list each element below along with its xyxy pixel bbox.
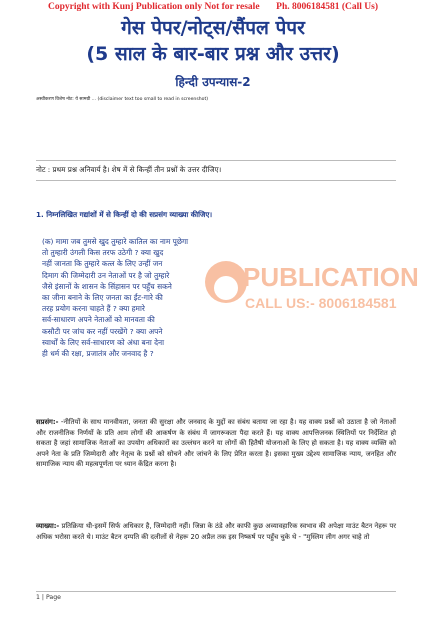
- instruction-note: नोट : प्रथम प्रश्न अनिवार्य है। शेष में से किन्हीं तीन प्रश्नों के उत्तर दीजिए।: [36, 165, 222, 174]
- title-line-1: गेस पेपर/नोट्स/सैंपल पेपर: [121, 17, 305, 39]
- copyright-banner: [0, 2, 426, 12]
- passage-line: जैसे इंसानों के शासन के सिंहासन पर पहुँच सकने: [42, 281, 172, 291]
- explanation-text: प्रतिक्रिया थी-इसमें सिर्फ अधिकार है, जिम्मेदारी नहीं। जिन्ना के ठंडे और काफी कुछ अव्यावहारिक स्वभाव की अपेक्षा माउंट बैटन नेहरू पर अधिक भरोसा करते थे। माउंट बैटन दम्पति की दलीलों से नेहरू 20 अप्रैल तक इस निष्कर्ष पर पहुँच चुके थे - "मुस्लिम लीग अगर चाहे तो: [36, 522, 396, 541]
- passage-line: (क) मामा जब तुमसे खुद तुम्हारे कातिल का नाम पूछेगा: [42, 237, 189, 246]
- passage-line: सर्व-साधारण अपने नेताओं को मानवता की: [42, 315, 155, 325]
- passage-line: कसौटी पर जांच कर नहीं परखेंगे ? क्या अपने: [42, 326, 163, 336]
- divider: [36, 160, 396, 161]
- divider: [36, 180, 396, 181]
- passage-line: ही धर्म की रक्षा, प्रजातंत्र और जनवाद है ?: [42, 349, 154, 359]
- passage-line: तरह प्रयोग करना चाहते हैं ? क्या हमारे: [42, 304, 145, 314]
- passage-line: स्वार्थों के लिए सर्व-साधारण को अंधा बना देना: [42, 337, 165, 347]
- watermark-call: CALL US:- 8006184581: [245, 295, 397, 311]
- page-number: 1: [36, 594, 40, 601]
- passage-line: तो तुम्हारी उंगली किस तरफ उठेगी ? क्या खुद: [42, 248, 164, 258]
- passage-line: का जीना बनाने के लिए जनता का ईंट-गारे की: [42, 293, 163, 303]
- passage-line: नहीं जानता कि तुम्हारे कत्ल के लिए उन्हीं जन: [42, 259, 163, 269]
- context-text: -नीतियों के साथ मानवीयता, जनता की सुरक्षा और जनवाद के मुद्दों का संबंध बताया जा रहा है। यह वाक्य प्रश्नों को उठाता है जो नेताओं और राजनीतिक निर्णयों के प्रति आम लोगों की आकर्षण के संबंध में जागरूकता पैदा करते हैं। यह वाक्य आपत्तिजनक स्थितियों पर निर्देशित हो सकता है जहां सामाजिक नेताओं का उपयोग अधिकारों का उल्लंघन करने या लोगों की हितैषी योजनाओं के लिए हो सकता है। यह वाक्य व्यक्ति को अपने नेता के प्रति जिम्मेदारी और नेतृत्व के प्रश्नों को सोचने और जांचने के लिए प्रेरित करता है। इसका मुख्य उद्देश्य सामाजिक न्याय, जनहित और सामाजिक न्याय की महत्वपूर्णता पर ध्यान केंद्रित करना है।: [36, 418, 396, 469]
- question-heading: 1. निम्नलिखित गद्यांशों में से किन्हीं दो की सप्रसंग व्याख्या कीजिए।: [36, 210, 213, 219]
- context-paragraph: [36, 417, 396, 470]
- passage-block: [42, 236, 292, 359]
- passage-line: दिमाग की जिम्मेदारी उन नेताओं पर है जो तुम्हारे: [42, 270, 170, 280]
- copyright-text: Copyright with Kunj Publication only Not for resale: [47, 2, 260, 12]
- page-label: Page: [45, 594, 61, 601]
- page-footer: 1 | Page: [36, 591, 396, 601]
- explanation-paragraph: [36, 521, 396, 542]
- phone-text: Ph. 8006184581 (Call Us): [276, 2, 379, 12]
- subtitle: हिन्दी उपन्यास-2: [175, 75, 251, 89]
- title-line-2: (5 साल के बार-बार प्रश्न और उत्तर): [86, 43, 340, 65]
- context-label: सप्रसंग:-: [36, 418, 59, 426]
- explanation-label: व्याख्या:-: [36, 522, 60, 530]
- disclaimer-text: अस्वीकरण विशेष नोट: ये सामग्री ... (disclaimer text too small to read in screenshot): [36, 97, 209, 102]
- watermark-brand: PUBLICATION: [243, 262, 419, 292]
